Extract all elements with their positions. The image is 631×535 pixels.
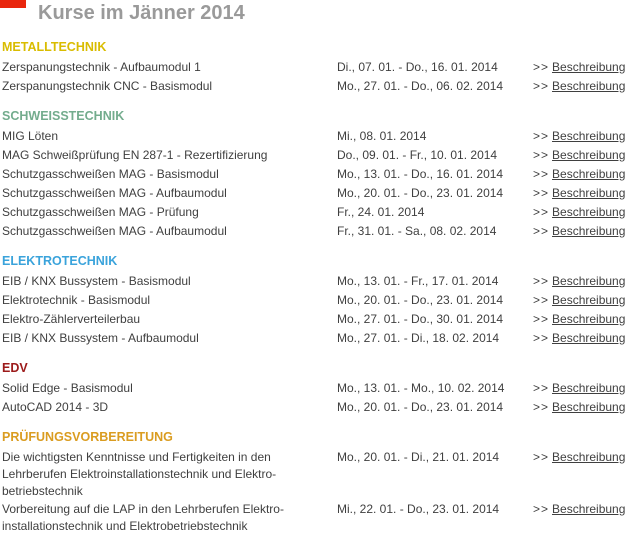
beschreibung-link[interactable]: Beschreibung	[552, 148, 626, 162]
course-row	[2, 184, 631, 203]
beschreibung-link[interactable]: Beschreibung	[552, 167, 626, 181]
beschreibung-link[interactable]: Beschreibung	[552, 60, 626, 74]
link-arrows-icon: >>	[533, 205, 550, 219]
section-rows	[2, 448, 631, 535]
section-rows	[2, 58, 631, 96]
link-arrows-icon: >>	[533, 129, 550, 143]
beschreibung-link[interactable]: Beschreibung	[552, 274, 626, 288]
link-arrows-icon: >>	[533, 450, 550, 464]
link-arrows-icon: >>	[533, 293, 550, 307]
link-arrows-icon: >>	[533, 79, 550, 93]
course-name: Elektro-Zählerverteilerbau	[2, 312, 141, 326]
course-link-cell	[533, 146, 631, 165]
course-date: Mi., 22. 01. - Do., 23. 01. 2014	[337, 502, 500, 516]
course-link-cell	[533, 184, 631, 203]
logo-red-mark	[0, 0, 26, 8]
course-link-cell	[533, 500, 631, 519]
section-heading-pr-fungsvorbereitung: PRÜFUNGSVORBEREITUNG	[2, 430, 173, 444]
course-row	[2, 165, 631, 184]
link-arrows-icon: >>	[533, 381, 550, 395]
course-sections	[0, 41, 631, 535]
course-name: Vorbereitung auf die LAP in den Lehrberufen Elektro-installationstechnik und Elektrobetriebstechnik	[2, 502, 284, 533]
page-header	[0, 0, 631, 25]
course-link-cell	[533, 222, 631, 241]
course-name: Schutzgasschweißen MAG - Prüfung	[2, 205, 199, 219]
link-arrows-icon: >>	[533, 148, 550, 162]
course-section-pr-fungsvorbereitung	[2, 431, 631, 535]
course-date: Mo., 27. 01. - Di., 18. 02. 2014	[337, 331, 500, 345]
course-date: Mi., 08. 01. 2014	[337, 129, 427, 143]
course-link-cell	[533, 165, 631, 184]
course-section-schweisstechnik	[2, 110, 631, 241]
beschreibung-link[interactable]: Beschreibung	[552, 450, 626, 464]
course-name: Die wichtigsten Kenntnisse und Fertigkeiten in den Lehrberufen Elektroinstallationstechnik und Elektro-betriebstechnik	[2, 450, 277, 498]
course-row	[2, 146, 631, 165]
course-section-elektrotechnik	[2, 255, 631, 348]
course-row	[2, 272, 631, 291]
course-date: Mo., 20. 01. - Do., 23. 01. 2014	[337, 186, 504, 200]
course-row	[2, 291, 631, 310]
section-rows	[2, 379, 631, 417]
course-date: Mo., 27. 01. - Do., 30. 01. 2014	[337, 312, 504, 326]
course-date: Mo., 20. 01. - Di., 21. 01. 2014	[337, 450, 500, 464]
course-link-cell	[533, 203, 631, 222]
course-date: Do., 09. 01. - Fr., 10. 01. 2014	[337, 148, 498, 162]
link-arrows-icon: >>	[533, 60, 550, 74]
beschreibung-link[interactable]: Beschreibung	[552, 312, 626, 326]
course-name: Solid Edge - Basismodul	[2, 381, 133, 395]
beschreibung-link[interactable]: Beschreibung	[552, 224, 626, 238]
beschreibung-link[interactable]: Beschreibung	[552, 205, 626, 219]
course-row	[2, 329, 631, 348]
course-row	[2, 77, 631, 96]
link-arrows-icon: >>	[533, 167, 550, 181]
beschreibung-link[interactable]: Beschreibung	[552, 381, 626, 395]
course-link-cell	[533, 127, 631, 146]
course-date: Mo., 13. 01. - Do., 16. 01. 2014	[337, 167, 504, 181]
section-heading-metalltechnik: METALLTECHNIK	[2, 40, 107, 54]
course-row	[2, 127, 631, 146]
beschreibung-link[interactable]: Beschreibung	[552, 129, 626, 143]
beschreibung-link[interactable]: Beschreibung	[552, 331, 626, 345]
course-link-cell	[533, 58, 631, 77]
link-arrows-icon: >>	[533, 400, 550, 414]
course-link-cell	[533, 329, 631, 348]
course-row	[2, 379, 631, 398]
course-name: Zerspanungstechnik CNC - Basismodul	[2, 79, 213, 93]
beschreibung-link[interactable]: Beschreibung	[552, 400, 626, 414]
course-date: Fr., 31. 01. - Sa., 08. 02. 2014	[337, 224, 497, 238]
course-name: AutoCAD 2014 - 3D	[2, 400, 109, 414]
course-name: Schutzgasschweißen MAG - Aufbaumodul	[2, 224, 227, 238]
course-name: Elektrotechnik - Basismodul	[2, 293, 151, 307]
course-name: Zerspanungstechnik - Aufbaumodul 1	[2, 60, 201, 74]
link-arrows-icon: >>	[533, 274, 550, 288]
course-name: EIB / KNX Bussystem - Aufbaumodul	[2, 331, 199, 345]
course-name: MIG Löten	[2, 129, 59, 143]
course-name: EIB / KNX Bussystem - Basismodul	[2, 274, 191, 288]
link-arrows-icon: >>	[533, 312, 550, 326]
course-row	[2, 500, 631, 535]
course-link-cell	[533, 291, 631, 310]
course-link-cell	[533, 310, 631, 329]
course-date: Mo., 13. 01. - Fr., 17. 01. 2014	[337, 274, 499, 288]
section-heading-elektrotechnik: ELEKTROTECHNIK	[2, 254, 118, 268]
page-title: Kurse im Jänner 2014	[38, 2, 245, 24]
course-date: Mo., 20. 01. - Do., 23. 01. 2014	[337, 293, 504, 307]
link-arrows-icon: >>	[533, 224, 550, 238]
section-rows	[2, 272, 631, 348]
link-arrows-icon: >>	[533, 331, 550, 345]
link-arrows-icon: >>	[533, 186, 550, 200]
course-link-cell	[533, 77, 631, 96]
course-date: Mo., 13. 01. - Mo., 10. 02. 2014	[337, 381, 505, 395]
course-date: Mo., 20. 01. - Do., 23. 01. 2014	[337, 400, 504, 414]
beschreibung-link[interactable]: Beschreibung	[552, 293, 626, 307]
beschreibung-link[interactable]: Beschreibung	[552, 186, 626, 200]
course-row	[2, 448, 631, 500]
beschreibung-link[interactable]: Beschreibung	[552, 79, 626, 93]
course-name: Schutzgasschweißen MAG - Basismodul	[2, 167, 219, 181]
course-date: Di., 07. 01. - Do., 16. 01. 2014	[337, 60, 498, 74]
section-heading-schweisstechnik: SCHWEISSTECHNIK	[2, 109, 125, 123]
course-row	[2, 310, 631, 329]
course-name: Schutzgasschweißen MAG - Aufbaumodul	[2, 186, 227, 200]
course-row	[2, 58, 631, 77]
course-name: MAG Schweißprüfung EN 287-1 - Rezertifizierung	[2, 148, 268, 162]
course-link-cell	[533, 448, 631, 467]
course-row	[2, 222, 631, 241]
course-link-cell	[533, 398, 631, 417]
course-date: Fr., 24. 01. 2014	[337, 205, 425, 219]
section-heading-edv: EDV	[2, 361, 28, 375]
course-section-edv	[2, 362, 631, 417]
course-section-metalltechnik	[2, 41, 631, 96]
beschreibung-link[interactable]: Beschreibung	[552, 502, 626, 516]
course-link-cell	[533, 272, 631, 291]
course-date: Mo., 27. 01. - Do., 06. 02. 2014	[337, 79, 504, 93]
course-row	[2, 398, 631, 417]
section-rows	[2, 127, 631, 241]
course-link-cell	[533, 379, 631, 398]
link-arrows-icon: >>	[533, 502, 550, 516]
course-row	[2, 203, 631, 222]
